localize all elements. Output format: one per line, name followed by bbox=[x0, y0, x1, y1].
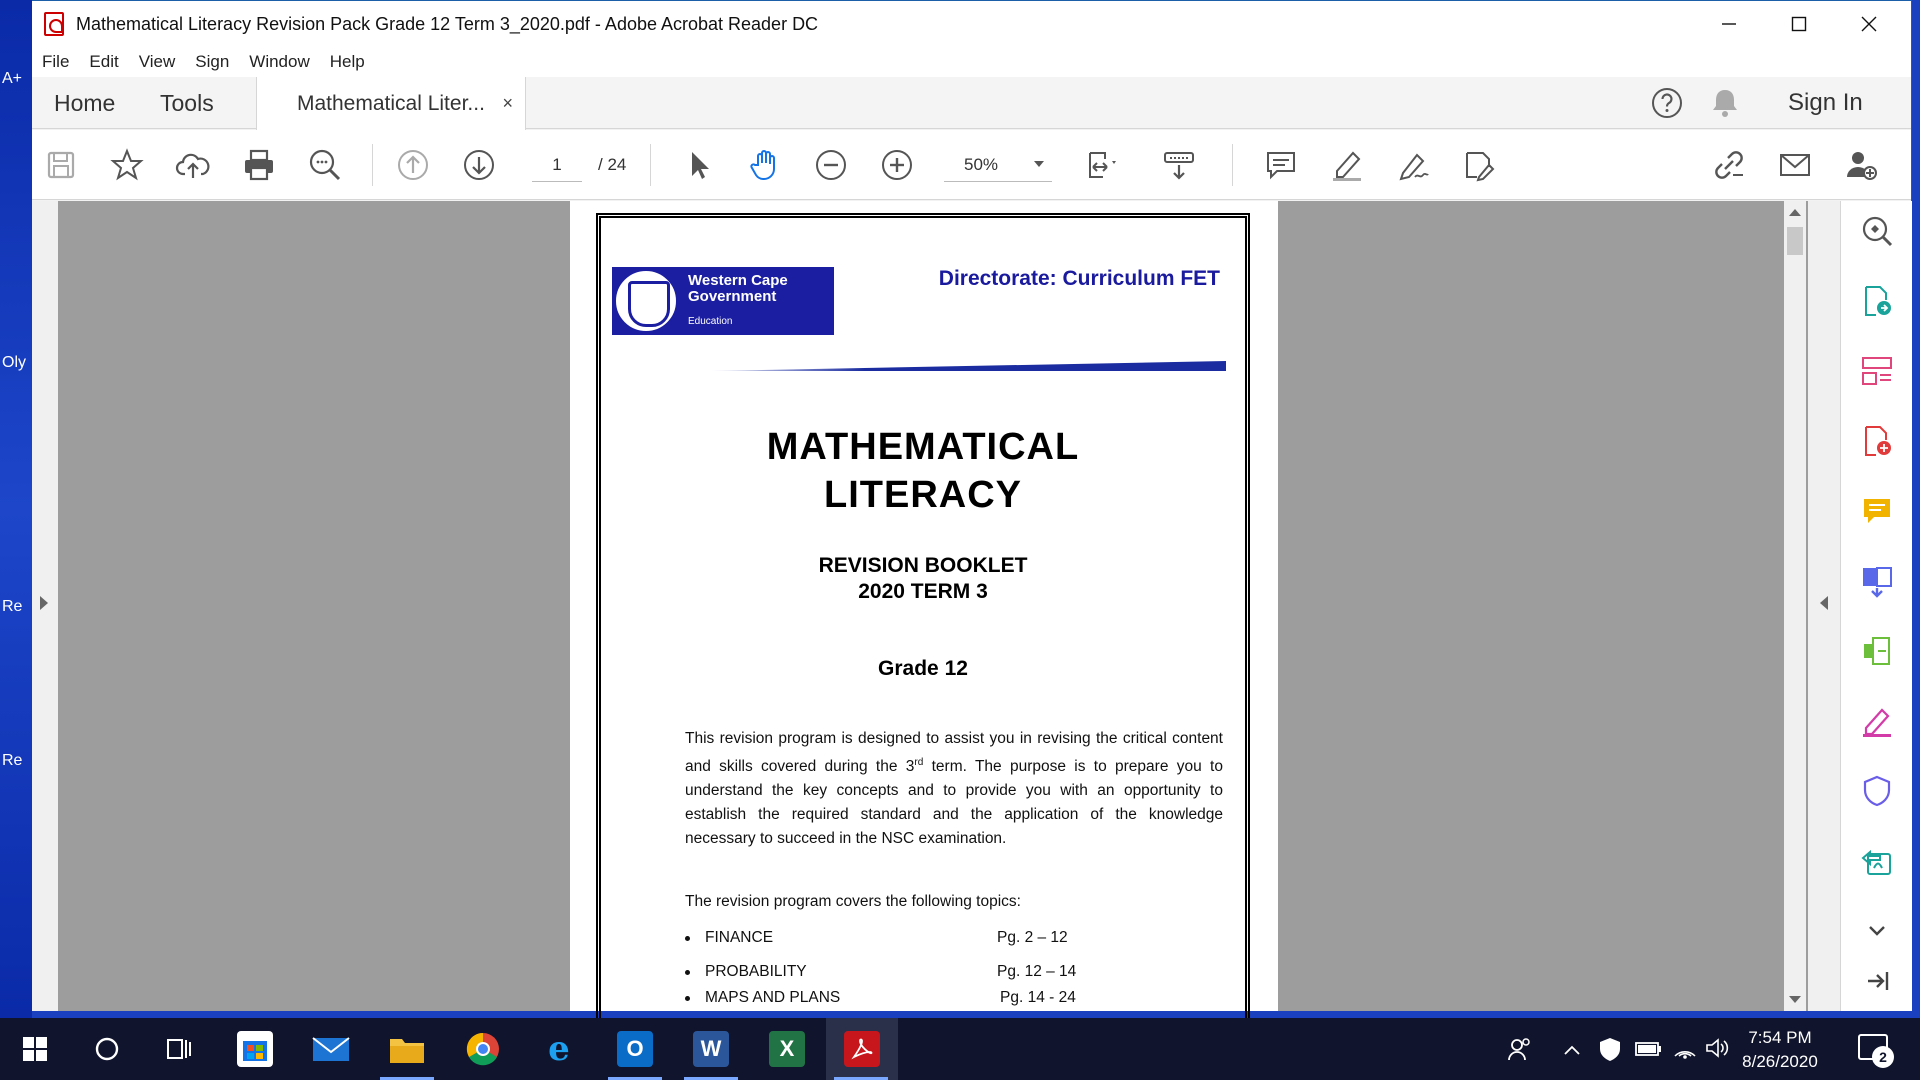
notification-count-badge: 2 bbox=[1872, 1046, 1894, 1068]
add-user-icon bbox=[1843, 147, 1879, 183]
maximize-button[interactable] bbox=[1764, 1, 1834, 47]
taskbar bbox=[0, 1018, 1920, 1080]
tray-overflow-button[interactable] bbox=[1562, 1040, 1582, 1063]
toolbar bbox=[32, 130, 1911, 200]
acrobat-window bbox=[32, 0, 1912, 1010]
desktop-icon-label[interactable]: Re bbox=[2, 752, 23, 769]
document-tab-label: Mathematical Liter... bbox=[297, 91, 485, 115]
internet-explorer-icon: e bbox=[548, 1029, 570, 1069]
title-bar[interactable] bbox=[32, 1, 1911, 47]
compress-icon bbox=[1860, 634, 1894, 668]
file-explorer-taskbar-button[interactable] bbox=[372, 1018, 442, 1080]
task-view-button[interactable] bbox=[144, 1018, 214, 1080]
scroll-mode-icon bbox=[1161, 147, 1197, 183]
subtitle-line: 2020 TERM 3 bbox=[858, 580, 988, 603]
minimize-button[interactable] bbox=[1694, 1, 1764, 47]
sign-in-button[interactable]: Sign In bbox=[1788, 89, 1863, 116]
internet-explorer-taskbar-button[interactable] bbox=[524, 1018, 594, 1080]
clock-date: 8/26/2020 bbox=[1742, 1052, 1818, 1071]
comment-button[interactable] bbox=[1260, 144, 1302, 186]
bookmark-button[interactable] bbox=[106, 144, 148, 186]
send-for-review-icon bbox=[1860, 844, 1894, 878]
create-pdf-button[interactable] bbox=[1859, 423, 1895, 459]
comment-tool-icon bbox=[1860, 494, 1894, 528]
wcg-logo bbox=[612, 267, 834, 335]
system-clock[interactable] bbox=[1720, 1026, 1840, 1074]
menu-view[interactable]: View bbox=[138, 52, 176, 71]
window-title: Mathematical Literacy Revision Pack Grade 12 Term 3_2020.pdf - Adobe Acrobat Reader DC bbox=[76, 13, 819, 34]
topic-pages: Pg. 12 – 14 bbox=[997, 963, 1077, 980]
logo-subtext: Education bbox=[688, 316, 733, 327]
expand-left-panel-icon bbox=[40, 596, 48, 610]
menu-bar bbox=[32, 47, 1911, 77]
tab-document[interactable] bbox=[256, 77, 526, 130]
close-window-button[interactable] bbox=[1834, 1, 1904, 47]
tab-tools[interactable]: Tools bbox=[160, 89, 214, 116]
tools-pane bbox=[1840, 201, 1912, 1011]
highlight-icon bbox=[1329, 147, 1365, 183]
fit-page-icon bbox=[1085, 147, 1121, 183]
fill-sign-button[interactable] bbox=[1458, 144, 1500, 186]
fill-sign-tool-icon bbox=[1860, 704, 1894, 738]
store-taskbar-button[interactable] bbox=[220, 1018, 290, 1080]
word-taskbar-button[interactable] bbox=[676, 1018, 746, 1080]
enhance-scan-button[interactable] bbox=[1859, 213, 1895, 249]
security-tray-button[interactable] bbox=[1598, 1036, 1622, 1068]
zoom-in-button[interactable] bbox=[876, 144, 918, 186]
topic-name: MAPS AND PLANS bbox=[705, 989, 841, 1006]
menu-sign[interactable]: Sign bbox=[195, 52, 230, 71]
title-line: LITERACY bbox=[824, 474, 1022, 516]
topic-name: PROBABILITY bbox=[705, 963, 807, 980]
bookmark-star-icon bbox=[109, 147, 145, 183]
zoom-in-icon bbox=[879, 147, 915, 183]
email-icon bbox=[1777, 147, 1813, 183]
help-icon bbox=[1650, 86, 1684, 120]
intro-paragraph bbox=[685, 727, 1223, 851]
organize-pages-button[interactable] bbox=[1859, 353, 1895, 389]
topics-intro: The revision program covers the following topics: bbox=[685, 893, 1021, 910]
desktop-icon-label[interactable]: Oly bbox=[2, 354, 26, 371]
save-button[interactable] bbox=[40, 144, 82, 186]
close-tab-icon[interactable]: × bbox=[502, 93, 513, 113]
close-icon bbox=[1861, 16, 1877, 32]
share-link-icon bbox=[1711, 147, 1747, 183]
desktop-background bbox=[0, 0, 32, 1018]
vertical-scrollbar[interactable] bbox=[1784, 201, 1806, 1011]
next-page-button[interactable] bbox=[458, 144, 500, 186]
cortana-button[interactable] bbox=[72, 1018, 142, 1080]
excel-icon: X bbox=[769, 1031, 805, 1067]
fit-page-button[interactable] bbox=[1082, 144, 1124, 186]
notifications-button[interactable] bbox=[1710, 77, 1740, 129]
store-icon bbox=[237, 1031, 273, 1067]
toolbar-divider bbox=[650, 144, 651, 186]
comment-tool-button[interactable] bbox=[1859, 493, 1895, 529]
fill-sign-tool-button[interactable] bbox=[1859, 703, 1895, 739]
wifi-tray-button[interactable] bbox=[1672, 1036, 1698, 1066]
print-icon bbox=[241, 147, 277, 183]
sign-icon bbox=[1395, 147, 1431, 183]
desktop-icon-label[interactable]: Re bbox=[2, 598, 23, 615]
chrome-icon bbox=[466, 1032, 500, 1066]
subtitle-line: REVISION BOOKLET bbox=[818, 554, 1028, 577]
menu-help[interactable]: Help bbox=[329, 52, 365, 71]
intro-text: term. The purpose is to prepare you to understand the key concepts and to provide you with an opportunity to establish the required standard and the application of the knowledge necessary to succeed in the NSC examination. bbox=[685, 758, 1223, 848]
previous-page-button[interactable] bbox=[392, 144, 434, 186]
chevron-up-icon bbox=[1562, 1043, 1582, 1057]
document-viewer[interactable] bbox=[32, 201, 1840, 1011]
left-panel-toggle[interactable] bbox=[32, 201, 58, 1011]
send-for-review-button[interactable] bbox=[1859, 843, 1895, 879]
document-title bbox=[596, 423, 1250, 519]
zoom-value: 50% bbox=[964, 154, 999, 174]
toolbar-divider bbox=[372, 144, 373, 186]
coat-of-arms-icon bbox=[614, 269, 678, 333]
sign-button[interactable] bbox=[1392, 144, 1434, 186]
combine-files-icon bbox=[1860, 564, 1894, 598]
find-icon bbox=[307, 147, 343, 183]
pdf-page bbox=[570, 201, 1278, 1011]
shield-icon bbox=[1598, 1036, 1622, 1062]
expand-right-panel-icon bbox=[1820, 596, 1828, 610]
document-subtitle bbox=[596, 553, 1250, 605]
chrome-taskbar-button[interactable] bbox=[448, 1018, 518, 1080]
page-number-input[interactable] bbox=[532, 148, 582, 182]
topic-pages: Pg. 2 – 12 bbox=[997, 929, 1068, 946]
scroll-thumb[interactable] bbox=[1787, 227, 1803, 255]
clock-time: 7:54 PM bbox=[1748, 1028, 1812, 1047]
email-button[interactable] bbox=[1774, 144, 1816, 186]
more-tools-button[interactable] bbox=[1859, 913, 1895, 949]
bell-icon bbox=[1710, 87, 1740, 119]
hand-tool-button[interactable] bbox=[744, 144, 786, 186]
logo-text-line: Western Cape bbox=[688, 272, 788, 289]
bullet-icon bbox=[685, 936, 690, 941]
tab-home[interactable]: Home bbox=[54, 89, 116, 116]
windows-start-icon bbox=[22, 1036, 48, 1062]
menu-window[interactable]: Window bbox=[249, 52, 310, 71]
fill-sign-icon bbox=[1461, 147, 1497, 183]
menu-file[interactable]: File bbox=[42, 52, 70, 71]
collapse-pane-button[interactable] bbox=[1859, 963, 1895, 999]
select-tool-button[interactable] bbox=[678, 144, 720, 186]
excel-taskbar-button[interactable] bbox=[752, 1018, 822, 1080]
page-total: / 24 bbox=[598, 155, 627, 174]
menu-edit[interactable]: Edit bbox=[89, 52, 119, 71]
chevron-down-icon bbox=[1034, 161, 1044, 167]
expand-down-icon bbox=[1860, 914, 1894, 948]
bullet-icon bbox=[685, 996, 690, 1001]
add-user-button[interactable] bbox=[1840, 144, 1882, 186]
topic-name: FINANCE bbox=[705, 929, 774, 946]
next-page-icon bbox=[461, 147, 497, 183]
topic-pages: Pg. 14 - 24 bbox=[1000, 989, 1076, 1006]
save-icon bbox=[43, 147, 79, 183]
toolbar-divider bbox=[1232, 144, 1233, 186]
zoom-out-icon bbox=[813, 147, 849, 183]
scroll-up-icon[interactable] bbox=[1789, 209, 1801, 216]
grade-heading: Grade 12 bbox=[878, 657, 968, 680]
minimize-icon bbox=[1721, 16, 1737, 32]
logo-text-line: Government bbox=[688, 288, 777, 305]
file-explorer-icon bbox=[389, 1034, 425, 1064]
acrobat-taskbar-button[interactable] bbox=[826, 1018, 898, 1080]
wifi-icon bbox=[1672, 1036, 1698, 1060]
combine-files-button[interactable] bbox=[1859, 563, 1895, 599]
outlook-taskbar-button[interactable] bbox=[600, 1018, 670, 1080]
task-view-icon bbox=[165, 1036, 193, 1062]
protect-button[interactable] bbox=[1859, 773, 1895, 809]
select-arrow-icon bbox=[681, 147, 717, 183]
mail-icon bbox=[312, 1035, 350, 1063]
upload-button[interactable] bbox=[172, 144, 214, 186]
tab-bar bbox=[32, 77, 1911, 129]
people-icon bbox=[1506, 1036, 1532, 1062]
ordinal-suffix: rd bbox=[914, 757, 924, 768]
create-pdf-icon bbox=[1860, 424, 1894, 458]
people-button[interactable] bbox=[1506, 1036, 1532, 1068]
organize-pages-icon bbox=[1860, 354, 1894, 388]
outlook-icon: O bbox=[617, 1031, 653, 1067]
directorate-heading: Directorate: Curriculum FET bbox=[938, 267, 1220, 290]
battery-tray-button[interactable] bbox=[1634, 1036, 1662, 1066]
export-pdf-button[interactable] bbox=[1859, 283, 1895, 319]
scroll-mode-button[interactable] bbox=[1158, 144, 1200, 186]
collapse-panel-icon bbox=[1860, 964, 1894, 998]
cortana-icon bbox=[94, 1036, 120, 1062]
maximize-icon bbox=[1791, 16, 1807, 32]
comment-icon bbox=[1263, 147, 1299, 183]
upload-cloud-icon bbox=[175, 147, 211, 183]
zoom-dropdown[interactable] bbox=[944, 148, 1052, 182]
intro-text: This revision program is designed to assist you in revising the critical content and skills covered during the 3 bbox=[685, 730, 1223, 776]
scroll-down-icon[interactable] bbox=[1789, 996, 1801, 1003]
print-button[interactable] bbox=[238, 144, 280, 186]
enhance-scan-icon bbox=[1860, 214, 1894, 248]
title-line: MATHEMATICAL bbox=[766, 426, 1080, 468]
help-button[interactable] bbox=[1650, 77, 1684, 129]
hand-icon bbox=[747, 147, 783, 183]
protect-icon bbox=[1860, 774, 1894, 808]
highlight-button[interactable] bbox=[1326, 144, 1368, 186]
acrobat-icon bbox=[844, 1031, 880, 1067]
find-button[interactable] bbox=[304, 144, 346, 186]
word-icon: W bbox=[693, 1031, 729, 1067]
share-link-button[interactable] bbox=[1708, 144, 1750, 186]
zoom-out-button[interactable] bbox=[810, 144, 852, 186]
start-button[interactable] bbox=[0, 1018, 70, 1080]
desktop-icon-label[interactable]: A+ bbox=[2, 70, 23, 87]
bullet-icon bbox=[685, 970, 690, 975]
prev-page-icon bbox=[395, 147, 431, 183]
battery-icon bbox=[1634, 1036, 1662, 1060]
acrobat-app-icon bbox=[44, 12, 64, 36]
export-pdf-icon bbox=[1860, 284, 1894, 318]
compress-pdf-button[interactable] bbox=[1859, 633, 1895, 669]
mail-taskbar-button[interactable] bbox=[296, 1018, 366, 1080]
right-panel-toggle[interactable] bbox=[1808, 201, 1840, 1011]
